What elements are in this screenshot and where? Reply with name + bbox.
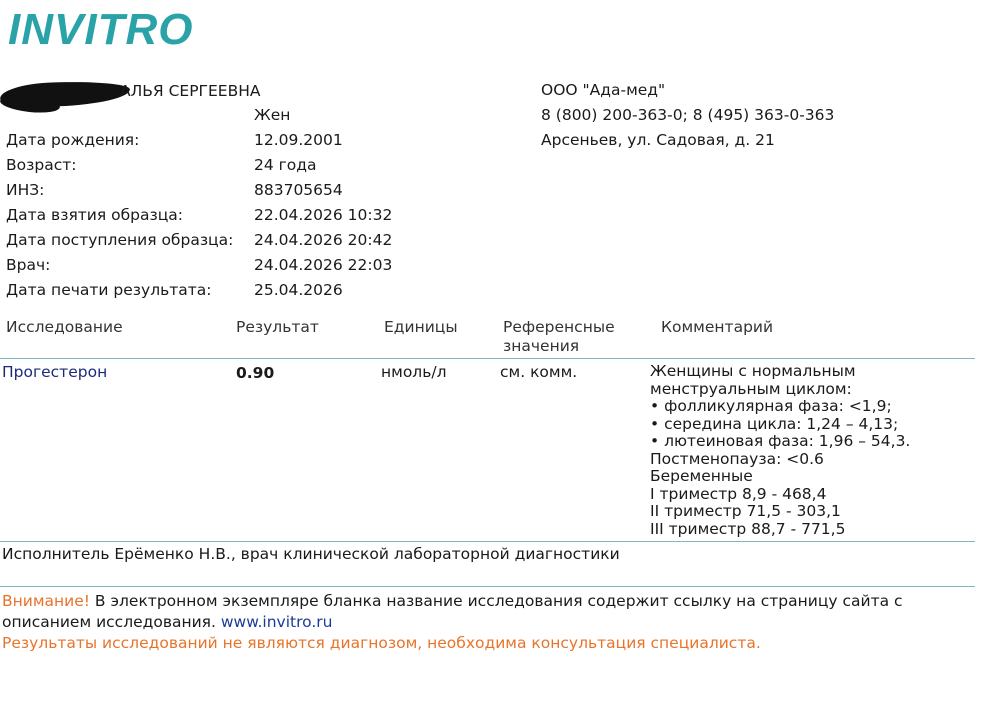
- sample-received-label: Дата поступления образца:: [6, 231, 234, 249]
- study-link-progesterone[interactable]: Прогестерон: [2, 363, 108, 381]
- inz-value: 883705654: [254, 181, 343, 199]
- sample-taken-value: 22.04.2026 10:32: [254, 206, 393, 224]
- col-result-header: Результат: [236, 318, 319, 336]
- attention-word: Внимание!: [2, 592, 90, 610]
- patient-name-text: АЛЬЯ СЕРГЕЕВНА: [120, 82, 261, 100]
- birth-date-value: 12.09.2001: [254, 131, 343, 149]
- age-label: Возраст:: [6, 156, 77, 174]
- disclaimer: Результаты исследований не являются диагнозом, необходима консультация специалиста.: [2, 634, 761, 652]
- lab-phones: 8 (800) 200-363-0; 8 (495) 363-0-363: [541, 106, 835, 124]
- patient-name: [0, 80, 260, 110]
- comment-line: II триместр 71,5 - 303,1: [650, 502, 841, 520]
- print-date-label: Дата печати результата:: [6, 281, 212, 299]
- attention-text: В электронном экземпляре бланка название исследования содержит ссылку на страницу сайта с описанием исследования.: [2, 592, 903, 631]
- comment-line: Женщины с нормальным: [650, 362, 856, 380]
- col-comment-header: Комментарий: [661, 318, 774, 336]
- reference-comment: [650, 363, 980, 538]
- comment-line: • фолликулярная фаза: <1,9;: [650, 397, 892, 415]
- print-date-value: 25.04.2026: [254, 281, 343, 299]
- comment-line: • середина цикла: 1,24 – 4,13;: [650, 414, 899, 433]
- executor-line: Исполнитель Ерёменко Н.В., врач клинической лабораторной диагностики: [2, 545, 620, 563]
- table-header-divider: [0, 358, 975, 359]
- comment-line: Постменопауза: <0.6: [650, 449, 824, 468]
- lab-address: Арсеньев, ул. Садовая, д. 21: [541, 131, 775, 149]
- lab-name: ООО "Ада-мед": [541, 81, 666, 99]
- invitro-logo: INVITRO: [8, 5, 194, 54]
- comment-line: I триместр 8,9 - 468,4: [650, 484, 827, 503]
- result-value: 0.90: [236, 364, 275, 382]
- table-row-divider: [0, 541, 975, 542]
- sample-received-value: 24.04.2026 20:42: [254, 231, 393, 249]
- sex-value: Жен: [254, 106, 291, 124]
- comment-line: III триместр 88,7 - 771,5: [650, 519, 846, 538]
- col-study-header: Исследование: [6, 318, 123, 336]
- footer-divider: [0, 586, 975, 587]
- reference-value: см. комм.: [500, 363, 578, 381]
- col-reference-header: Референсные: [503, 318, 615, 336]
- comment-line: • лютеиновая фаза: 1,96 – 54,3.: [650, 432, 911, 450]
- birth-date-label: Дата рождения:: [6, 131, 140, 149]
- comment-line: Беременные: [650, 467, 753, 485]
- col-units-header: Единицы: [384, 318, 458, 336]
- doctor-label: Врач:: [6, 256, 51, 274]
- inz-label: ИНЗ:: [6, 181, 45, 199]
- units-value: нмоль/л: [381, 363, 447, 381]
- age-value: 24 года: [254, 156, 317, 174]
- notice-block: [2, 591, 992, 654]
- doctor-value: 24.04.2026 22:03: [254, 256, 393, 274]
- col-reference-header-line2: значения: [503, 337, 580, 355]
- sample-taken-label: Дата взятия образца:: [6, 206, 184, 224]
- comment-line: менструальным циклом:: [650, 379, 852, 398]
- site-link[interactable]: www.invitro.ru: [220, 613, 333, 631]
